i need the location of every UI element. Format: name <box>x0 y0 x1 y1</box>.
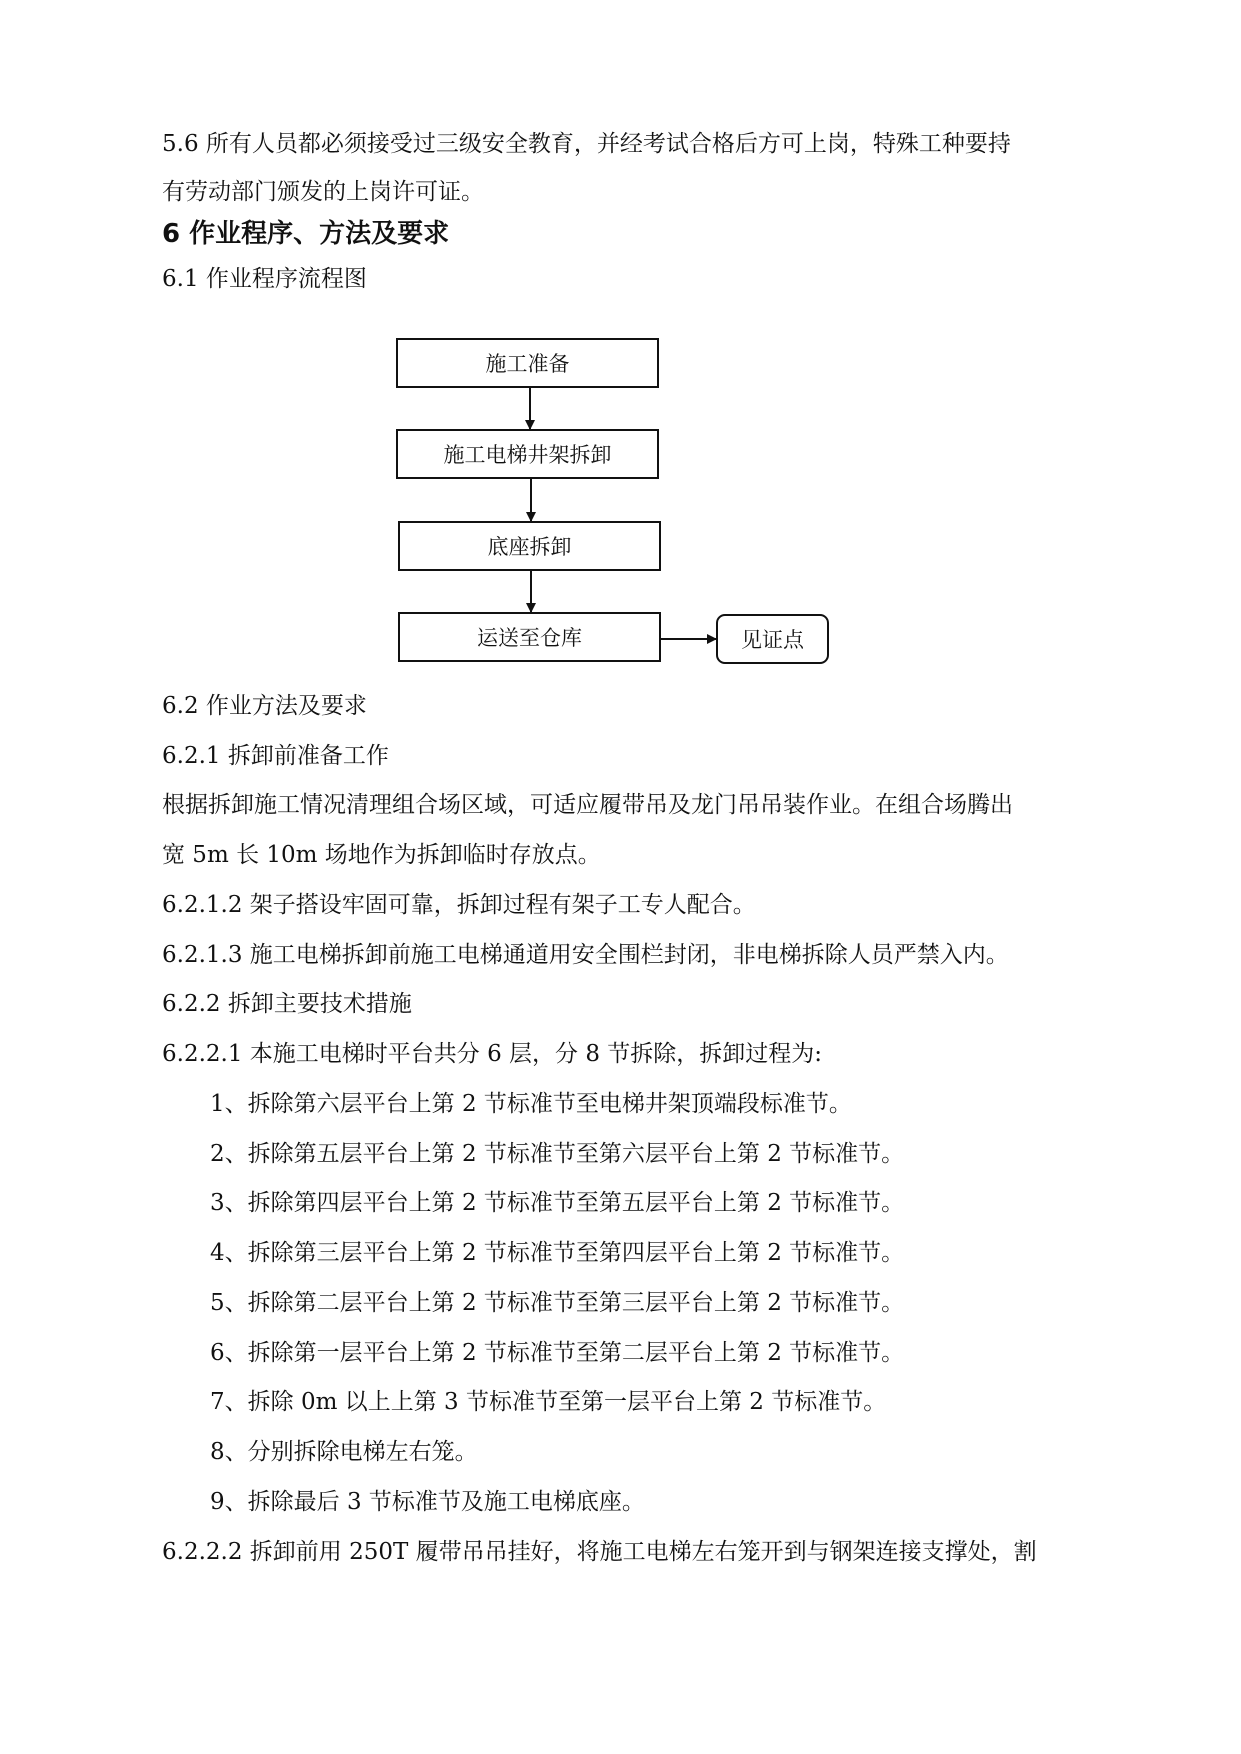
list-item: 9、拆除最后 3 节标准节及施工电梯底座。 <box>210 1489 645 1515</box>
flow-step-prepare: 施工准备 <box>396 338 659 388</box>
subsection-6-2-1-title: 6.2.1 拆卸前准备工作 <box>162 743 389 769</box>
text-line: 宽 5m 长 10m 场地作为拆卸临时存放点。 <box>162 842 601 868</box>
flow-step-dismantle-shaft: 施工电梯井架拆卸 <box>396 429 659 479</box>
subsection-6-1-title: 6.1 作业程序流程图 <box>162 266 367 292</box>
text-line: 5.6 所有人员都必须接受过三级安全教育，并经考试合格后方可上岗，特殊工种要持 <box>162 131 1011 157</box>
item-6-2-2-2: 6.2.2.2 拆卸前用 250T 履带吊吊挂好，将施工电梯左右笼开到与钢架连接支撑处，割 <box>162 1539 1037 1565</box>
list-item: 1、拆除第六层平台上第 2 节标准节至电梯井架顶端段标准节。 <box>210 1091 852 1117</box>
list-item: 7、拆除 0m 以上上第 3 节标准节至第一层平台上第 2 节标准节。 <box>210 1389 887 1415</box>
flow-step-transport: 运送至仓库 <box>398 612 661 662</box>
flow-step-dismantle-base: 底座拆卸 <box>398 521 661 571</box>
subsection-6-2-2-title: 6.2.2 拆卸主要技术措施 <box>162 991 412 1017</box>
subsection-6-2-title: 6.2 作业方法及要求 <box>162 693 367 719</box>
text-line: 有劳动部门颁发的上岗许可证。 <box>162 179 484 205</box>
list-item: 3、拆除第四层平台上第 2 节标准节至第五层平台上第 2 节标准节。 <box>210 1190 905 1216</box>
item-6-2-2-1: 6.2.2.1 本施工电梯时平台共分 6 层，分 8 节拆除，拆卸过程为: <box>162 1041 823 1067</box>
list-item: 4、拆除第三层平台上第 2 节标准节至第四层平台上第 2 节标准节。 <box>210 1240 905 1266</box>
text-line: 根据拆卸施工情况清理组合场区域，可适应履带吊及龙门吊吊装作业。在组合场腾出 <box>162 792 1013 818</box>
section-heading-6: 6 作业程序、方法及要求 <box>162 219 450 249</box>
list-item: 2、拆除第五层平台上第 2 节标准节至第六层平台上第 2 节标准节。 <box>210 1141 905 1167</box>
flow-witness-point: 见证点 <box>716 614 829 664</box>
list-item: 6、拆除第一层平台上第 2 节标准节至第二层平台上第 2 节标准节。 <box>210 1340 905 1366</box>
list-item: 8、分别拆除电梯左右笼。 <box>210 1439 478 1465</box>
list-item: 5、拆除第二层平台上第 2 节标准节至第三层平台上第 2 节标准节。 <box>210 1290 905 1316</box>
item-6-2-1-2: 6.2.1.2 架子搭设牢固可靠，拆卸过程有架子工专人配合。 <box>162 892 756 918</box>
item-6-2-1-3: 6.2.1.3 施工电梯拆卸前施工电梯通道用安全围栏封闭，非电梯拆除人员严禁入内。 <box>162 942 1009 968</box>
